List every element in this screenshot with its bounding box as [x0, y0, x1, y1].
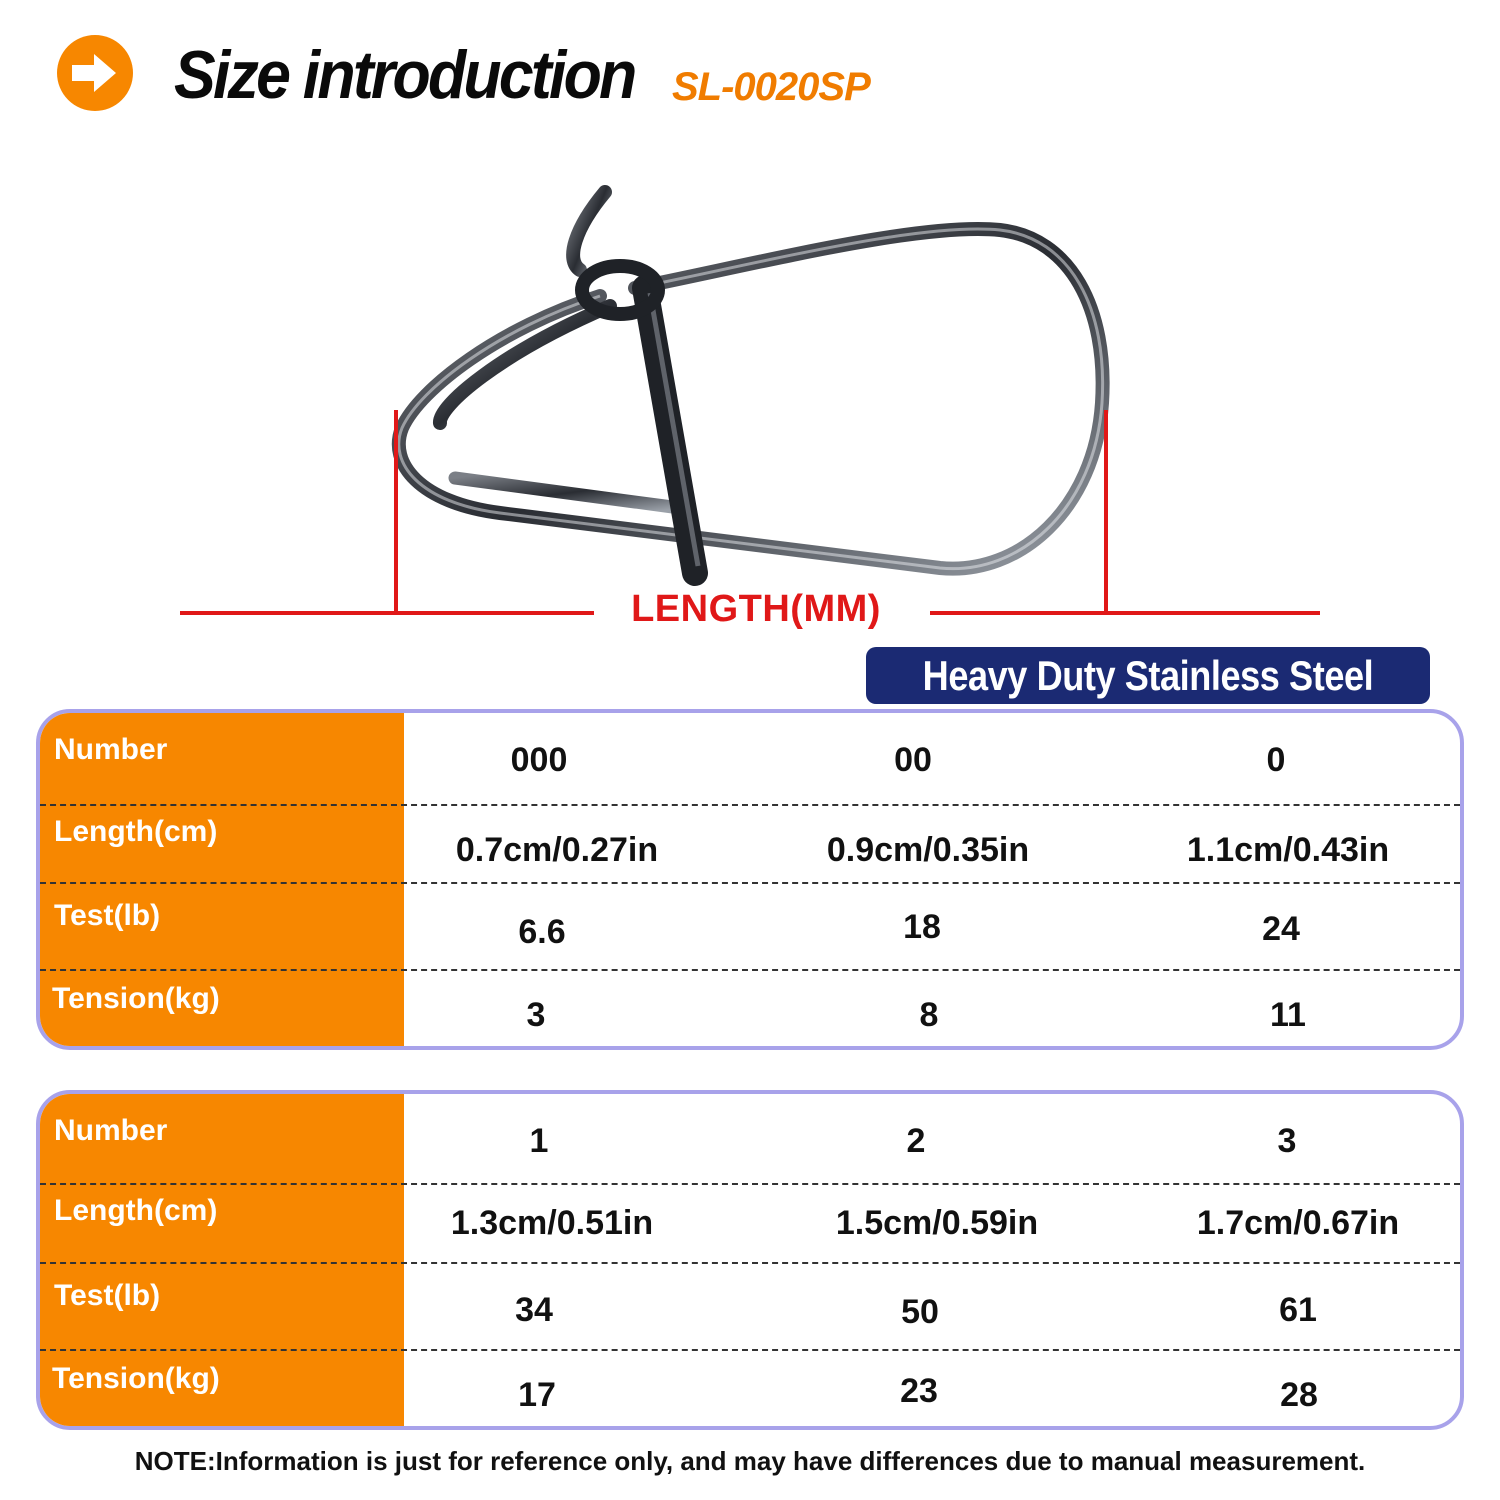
- table-cell: 1.5cm/0.59in: [835, 1204, 1039, 1242]
- table-cell: 50: [901, 1293, 939, 1331]
- table-cell: 24: [1262, 910, 1300, 948]
- table-cell: 3: [1277, 1122, 1297, 1160]
- material-badge: [866, 647, 1430, 704]
- dimension-tick-right: [1104, 410, 1108, 614]
- table-cell: 0: [1266, 741, 1286, 779]
- row-label: Test(lb): [54, 899, 161, 932]
- table-cell: 11: [1270, 996, 1306, 1034]
- table-cell: 0.9cm/0.35in: [826, 831, 1030, 869]
- table-cell: 00: [894, 741, 932, 779]
- table-cell: 28: [1280, 1376, 1318, 1414]
- table-cell: 1.7cm/0.67in: [1196, 1204, 1400, 1242]
- arrow-right-icon: [56, 34, 134, 112]
- table-cell: 34: [515, 1291, 553, 1329]
- row-label: Length(cm): [54, 1194, 218, 1227]
- table-row-number: [40, 1094, 1460, 1183]
- disclaimer-note: NOTE:Information is just for reference only, and may have differences due to manual measurement.: [134, 1446, 1366, 1476]
- table-cell: 1.3cm/0.51in: [450, 1204, 654, 1242]
- dimension-line-left: [180, 611, 594, 615]
- row-label: Tension(kg): [52, 982, 220, 1015]
- table-row-tension: [40, 970, 1460, 1050]
- stainless-steel-snap-icon: [380, 178, 1140, 598]
- table-cell: 000: [510, 741, 568, 779]
- table-cell: 6.6: [518, 913, 566, 951]
- table-row-tension: [40, 1350, 1460, 1430]
- header: [56, 32, 956, 112]
- size-table-2: [36, 1090, 1464, 1430]
- table-cell: 23: [900, 1372, 938, 1410]
- dimension-line-right: [930, 611, 1320, 615]
- table-cell: 0.7cm/0.27in: [455, 831, 659, 869]
- table-cell: 3: [526, 996, 546, 1034]
- size-table-1: [36, 709, 1464, 1050]
- table-row-test: [40, 883, 1460, 969]
- table-cell: 1: [529, 1122, 549, 1160]
- table-cell: 61: [1279, 1291, 1317, 1329]
- table-cell: 8: [919, 996, 939, 1034]
- table-cell: 2: [906, 1122, 926, 1160]
- dimension-label: LENGTH(MM): [631, 588, 881, 630]
- row-label: Number: [54, 733, 168, 766]
- row-label: Test(lb): [54, 1279, 161, 1312]
- material-badge-text: Heavy Duty Stainless Steel: [922, 652, 1374, 699]
- page-title: Size introduction: [174, 37, 635, 113]
- table-row-test: [40, 1263, 1460, 1349]
- table-row-length: [40, 1184, 1460, 1262]
- dimension-tick-left: [394, 410, 398, 614]
- model-number: SL-0020SP: [672, 65, 870, 109]
- row-label: Length(cm): [54, 815, 218, 848]
- table-row-number: [40, 713, 1460, 803]
- row-label: Tension(kg): [52, 1362, 220, 1395]
- table-cell: 17: [518, 1376, 556, 1414]
- table-row-length: [40, 805, 1460, 882]
- table-cell: 18: [903, 908, 941, 946]
- row-label: Number: [54, 1114, 168, 1147]
- table-cell: 1.1cm/0.43in: [1186, 831, 1390, 869]
